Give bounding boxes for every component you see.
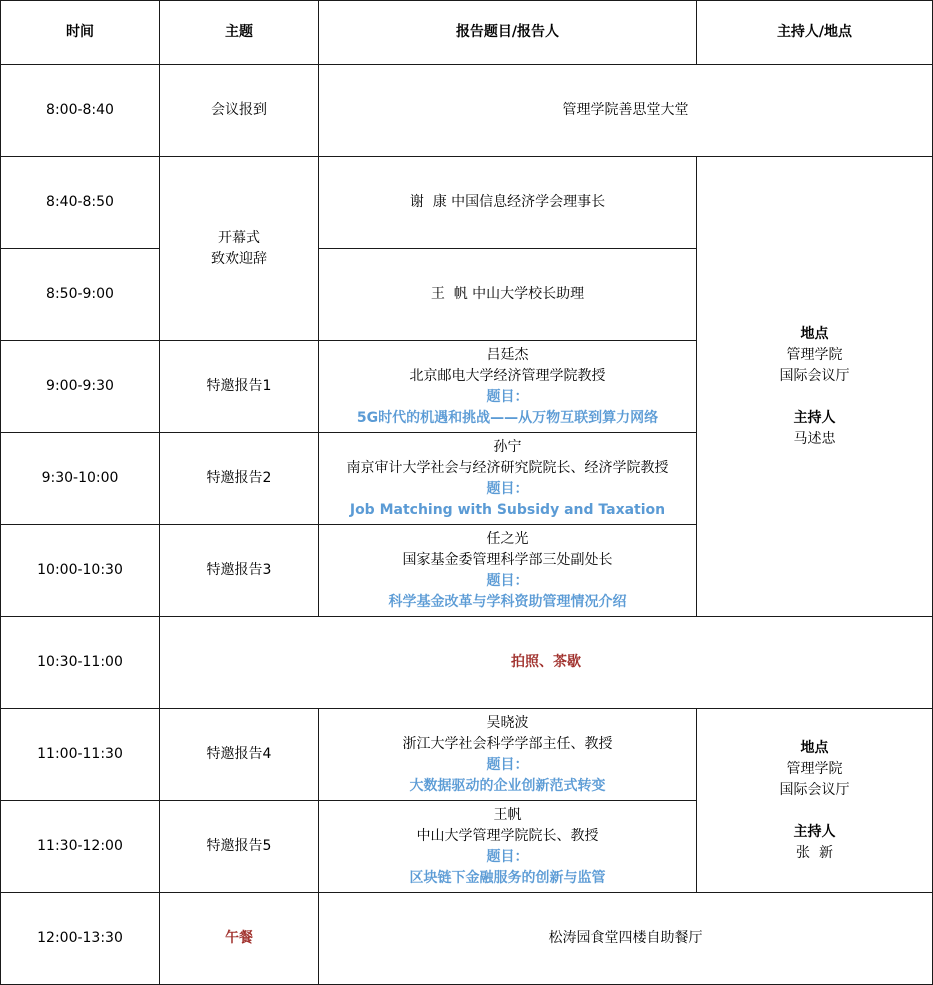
- speaker-name: 吴晓波: [486, 714, 529, 731]
- topic-title: 大数据驱动的企业创新范式转变: [409, 777, 606, 794]
- topic-label: 题目：: [486, 756, 529, 773]
- topic-title: 5G时代的机遇和挑战——从万物互联到算力网络: [356, 409, 659, 426]
- theme-cell: 午餐: [160, 893, 319, 985]
- time-cell: 10:00-10:30: [1, 525, 160, 617]
- morning-host-cell: [697, 157, 933, 617]
- venue-cell: 管理学院善思堂大堂: [319, 65, 933, 157]
- table-row: [1, 65, 933, 157]
- header-theme: 主题: [160, 1, 319, 65]
- topic-title: 区块链下金融服务的创新与监管: [409, 869, 606, 886]
- talk-cell: [319, 801, 697, 893]
- header-time: 时间: [1, 1, 160, 65]
- speaker-affiliation: 北京邮电大学经济管理学院教授: [409, 367, 606, 384]
- time-cell: 11:00-11:30: [1, 709, 160, 801]
- speaker-text: 王 帆 中山大学校长助理: [430, 286, 585, 302]
- break-cell: 拍照、茶歇: [160, 617, 933, 709]
- spacer: [701, 387, 928, 408]
- speaker-cell: [319, 249, 697, 341]
- speaker-name: 孙宁: [493, 438, 522, 455]
- speaker-affiliation: 国家基金委管理科学部三处副处长: [402, 551, 613, 568]
- talk-cell: [319, 709, 697, 801]
- topic-label: 题目：: [486, 388, 529, 405]
- speaker-affiliation: 中山大学管理学院院长、教授: [416, 827, 599, 844]
- header-host: 主持人/地点: [697, 1, 933, 65]
- theme-cell: 特邀报告2: [160, 433, 319, 525]
- theme-cell: 会议报到: [160, 65, 319, 157]
- opening-line: 开幕式: [218, 229, 260, 246]
- talk-cell: [319, 525, 697, 617]
- talk-cell: [319, 433, 697, 525]
- place-line: 国际会议厅: [779, 781, 850, 798]
- time-cell: 8:40-8:50: [1, 157, 160, 249]
- host-name: 张 新: [796, 844, 833, 861]
- time-cell: 11:30-12:00: [1, 801, 160, 893]
- topic-label: 题目：: [486, 848, 529, 865]
- theme-cell: 特邀报告4: [160, 709, 319, 801]
- theme-cell: 特邀报告1: [160, 341, 319, 433]
- place-label: 地点: [800, 325, 829, 342]
- venue-cell: 松涛园食堂四楼自助餐厅: [319, 893, 933, 985]
- time-cell: 9:30-10:00: [1, 433, 160, 525]
- speaker-name: 王帆: [493, 806, 522, 823]
- header-report: 报告题目/报告人: [319, 1, 697, 65]
- time-cell: 8:00-8:40: [1, 65, 160, 157]
- topic-label: 题目：: [486, 572, 529, 589]
- speaker-affiliation: 南京审计大学社会与经济研究院院长、经济学院教授: [346, 459, 669, 476]
- late-host-cell: [697, 709, 933, 893]
- table-row: [1, 617, 933, 709]
- theme-cell: 特邀报告3: [160, 525, 319, 617]
- opening-line: 致欢迎辞: [211, 250, 267, 267]
- header-row: [1, 1, 933, 65]
- place-label: 地点: [800, 739, 829, 756]
- opening-cell: [160, 157, 319, 341]
- place-line: 管理学院: [786, 346, 843, 363]
- speaker-name: 吕廷杰: [486, 346, 529, 363]
- host-label: 主持人: [793, 823, 836, 840]
- spacer: [701, 801, 928, 822]
- place-line: 管理学院: [786, 760, 843, 777]
- theme-cell: 特邀报告5: [160, 801, 319, 893]
- talk-cell: [319, 341, 697, 433]
- table-row: [1, 893, 933, 985]
- table-row: [1, 157, 933, 249]
- table-row: [1, 709, 933, 801]
- time-cell: 10:30-11:00: [1, 617, 160, 709]
- topic-title: Job Matching with Subsidy and Taxation: [349, 501, 666, 518]
- time-cell: 9:00-9:30: [1, 341, 160, 433]
- place-line: 国际会议厅: [779, 367, 850, 384]
- time-cell: 8:50-9:00: [1, 249, 160, 341]
- host-label: 主持人: [793, 409, 836, 426]
- host-name: 马述忠: [793, 430, 836, 447]
- topic-label: 题目：: [486, 480, 529, 497]
- speaker-name: 任之光: [486, 530, 529, 547]
- topic-title: 科学基金改革与学科资助管理情况介绍: [388, 593, 627, 610]
- time-cell: 12:00-13:30: [1, 893, 160, 985]
- speaker-text: 谢 康 中国信息经济学会理事长: [409, 194, 606, 210]
- speaker-affiliation: 浙江大学社会科学学部主任、教授: [402, 735, 613, 752]
- speaker-cell: [319, 157, 697, 249]
